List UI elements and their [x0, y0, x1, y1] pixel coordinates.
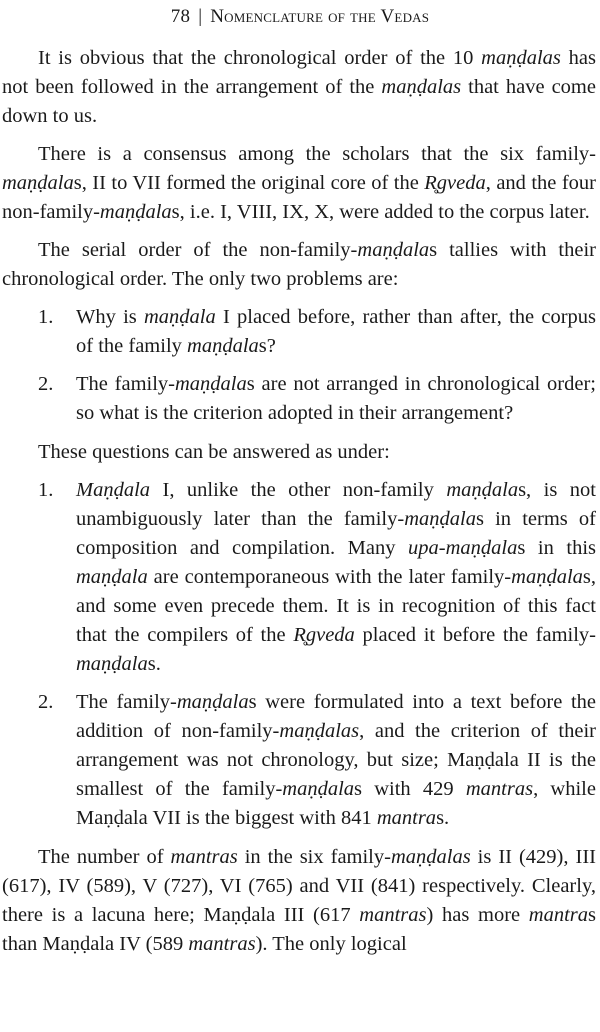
italic-term: maṇḍalas [481, 47, 561, 69]
text-run: s in this [517, 537, 596, 559]
text-run: The family- [76, 691, 177, 713]
text-run: The serial order of the non-family- [38, 239, 358, 261]
text-run: s, II to VII formed the original core of the [73, 172, 425, 194]
body-text [2, 44, 596, 968]
text-run: s, i.e. I, VIII, IX, X, were added to the corpus later. [171, 201, 590, 223]
italic-term: maṇḍala [76, 566, 148, 588]
italic-term: maṇḍala [175, 373, 247, 395]
italic-term: maṇḍala [404, 508, 476, 530]
italic-term: mantras [170, 846, 238, 868]
italic-term: maṇḍala [76, 653, 148, 675]
text-run: , while Maṇḍala VII is the biggest with 841 [76, 778, 596, 829]
text-run: is II (429), III (617), IV (589), V (727), VI (765) and VII (841) respectively. Clearly, there is a lacuna here; Maṇḍala III (617 [2, 846, 596, 926]
running-header [0, 6, 600, 28]
text-run: s, is not unambiguously later than the family- [76, 479, 596, 530]
list-number: 1. [38, 479, 54, 501]
italic-term: mantras [359, 904, 427, 926]
paragraph-5 [2, 843, 596, 959]
text-run: s? [258, 335, 276, 357]
text-run: placed it before the family- [354, 624, 597, 646]
italic-term: maṇḍala [143, 306, 216, 328]
italic-term: maṇḍala [176, 691, 249, 713]
text-run: s in terms of composition and compilation. Many [76, 508, 596, 559]
answers-list [2, 476, 596, 833]
text-run: s are not arranged in chronological order; so what is the criterion adopted in their arrangement? [76, 373, 596, 424]
italic-term: maṇḍala [2, 172, 74, 194]
paragraph-2 [2, 140, 596, 227]
paragraph-3 [2, 236, 596, 294]
header-separator: | [198, 6, 203, 27]
text-run: s with 429 [354, 778, 466, 800]
text-run: ) has more [426, 904, 529, 926]
text-run: There is a consensus among the scholars that the six family- [38, 143, 596, 165]
italic-term: maṇḍala [282, 778, 355, 800]
text-run: ). The only logical [255, 933, 407, 955]
running-title: Nomenclature of the Vedas [210, 6, 430, 27]
text-run: The family- [76, 373, 175, 395]
italic-term: maṇḍala [511, 566, 583, 588]
list-item [2, 370, 596, 428]
italic-term: mantra [376, 807, 437, 829]
text-run: has not been followed in the arrangement of the [2, 47, 596, 98]
italic-term: mantras [465, 778, 534, 800]
list-number: 2. [38, 691, 54, 713]
paragraph-4 [2, 438, 596, 467]
text-run: s were formulated into a text before the addition of non-family- [76, 691, 596, 742]
text-run: These questions can be answered as under: [38, 441, 390, 463]
list-item [2, 303, 596, 361]
text-run: that have come down to us. [2, 76, 596, 127]
paragraph-1 [2, 44, 596, 131]
text-run: s. [436, 807, 450, 829]
page-number: 78 [170, 6, 191, 27]
italic-term: R̥gveda [424, 172, 486, 194]
list-number: 2. [38, 373, 54, 395]
italic-term: maṇḍala [99, 201, 172, 223]
text-run: s than Maṇḍala IV (589 [2, 904, 596, 955]
italic-term: mantra [528, 904, 589, 926]
text-run: The number of [38, 846, 171, 868]
italic-term: maṇḍala [357, 239, 430, 261]
italic-term: upa-maṇḍala [408, 537, 518, 559]
italic-term: maṇḍalas [381, 76, 462, 98]
text-run: I, unlike the other non-family [150, 479, 447, 501]
italic-term: maṇḍala [446, 479, 519, 501]
italic-term: R̥gveda [293, 624, 355, 646]
text-run: s tallies with their chronological order. The only two problems are: [2, 239, 596, 290]
italic-term: mantras [188, 933, 256, 955]
text-run: , and the criterion of their arrangement was not chronology, but size; Maṇḍala II is the smallest of the family- [76, 720, 596, 800]
text-run: It is obvious that the chronological order of the 10 [38, 47, 482, 69]
text-run: are contemporaneous with the later family- [147, 566, 512, 588]
italic-term: maṇḍala [187, 335, 259, 357]
text-run: I placed before, rather than after, the corpus of the family [76, 306, 596, 357]
list-number: 1. [38, 306, 54, 328]
italic-term: maṇḍalas [279, 720, 360, 742]
italic-term: maṇḍalas [390, 846, 471, 868]
text-run: in the six family- [237, 846, 391, 868]
list-item [2, 476, 596, 679]
text-run: , and the four non-family- [2, 172, 596, 223]
text-run: Why is [76, 306, 144, 328]
list-item [2, 688, 596, 833]
text-run: s. [147, 653, 161, 675]
text-run: s, and some even precede them. It is in recognition of this fact that the compilers of the [76, 566, 596, 646]
problems-list [2, 303, 596, 428]
italic-term: Maṇḍala [76, 479, 151, 501]
